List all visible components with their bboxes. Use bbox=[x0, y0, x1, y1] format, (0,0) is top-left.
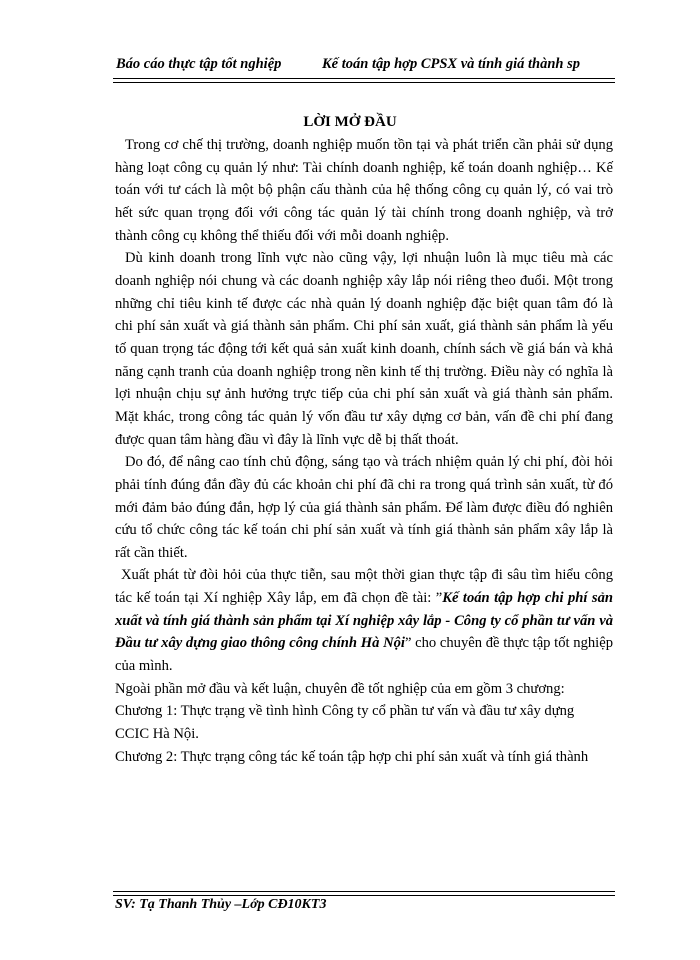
paragraph-cost-management: Do đó, để nâng cao tính chủ động, sáng tạo và trách nhiệm quản lý chi phí, đòi hỏi phải tính đúng đắn đầy đủ các khoản chi phí đã chi ra trong quá trình sản xuất, từ đó mới đảm bảo đúng đắn, hợp lý của giá thành sản phẩm. Để làm được điều đó nghiên cứu tổ chức công tác kế toán chi phí sản xuất và tính giá thành sản phẩm xây lắp là rất cần thiết. bbox=[115, 454, 613, 561]
page-title: LỜI MỞ ĐẦU bbox=[303, 114, 397, 130]
chapter-1-line-2: CCIC Hà Nội. bbox=[115, 726, 199, 743]
paragraph-intro: Trong cơ chế thị trường, doanh nghiệp muốn tồn tại và phát triển cần phải sử dụng hàng loạt công cụ quản lý như: Tài chính doanh nghiệp, kế toán doanh nghiệp… Kế toán với tư cách là một bộ phận cấu thành của hệ thống công cụ quản lý, có vai trò hết sức quan trọng đối với công tác quản lý tài chính trong doanh nghiệp, và trở thành công cụ không thể thiếu đối với mỗi doanh nghiệp. bbox=[115, 137, 613, 244]
topic-trailing-text: ” cho chuyên đề thực tập tốt nghiệp của mình. bbox=[115, 635, 613, 675]
paragraph-structure: Ngoài phần mở đầu và kết luận, chuyên đề tốt nghiệp của em gồm 3 chương: bbox=[115, 680, 565, 697]
document-body bbox=[115, 134, 613, 768]
header-topic: Kế toán tập hợp CPSX và tính giá thành sp bbox=[322, 56, 580, 72]
chapter-2-line: Chương 2: Thực trạng công tác kế toán tập hợp chi phí sản xuất và tính giá thành bbox=[115, 748, 589, 765]
topic-lead-text: Xuất phát từ đòi hỏi của thực tiễn, sau một thời gian thực tập đi sâu tìm hiểu công tác kế toán tại Xí nghiệp Xây lắp, em đã chọn đề tài: ” bbox=[115, 567, 613, 607]
thesis-topic-title: Kế toán tập hợp chi phí sản xuất và tính giá thành sản phẩm tại Xí nghiệp xây lắp - Công ty cổ phần tư vấn và Đầu tư xây dựng giao thông công chính Hà Nội bbox=[115, 590, 613, 652]
paragraph-profit: Dù kinh doanh trong lĩnh vực nào cũng vậy, lợi nhuận luôn là mục tiêu mà các doanh nghiệp nói chung và các doanh nghiệp xây lắp nói riêng theo đuổi. Một trong những chỉ tiêu kinh tế được các nhà quản lý doanh nghiệp đặc biệt quan tâm đó là chi phí sản xuất và giá thành sản phẩm. Chi phí sản xuất, giá thành sản phẩm là yếu tố quan trọng tác động tới kết quả sản xuất kinh doanh, chính sách về giá bán và khả năng cạnh tranh của doanh nghiệp trong nền kinh tế thị trường. Điều này có nghĩa là lợi nhuận chịu sự ảnh hưởng trực tiếp của chi phí sản xuất và giá thành sản phẩm. Mặt khác, trong công tác quản lý vốn đầu tư xây dựng cơ bản, vấn đề chi phí đang được quan tâm hàng đầu vì đây là lĩnh vực dễ bị thất thoát. bbox=[115, 250, 613, 448]
header-report-type: Báo cáo thực tập tốt nghiệp bbox=[116, 56, 282, 72]
header-divider bbox=[113, 78, 615, 83]
page-footer: SV: Tạ Thanh Thủy –Lớp CĐ10KT3 bbox=[115, 897, 327, 912]
footer-divider bbox=[113, 891, 615, 896]
chapter-1-line-1: Chương 1: Thực trạng về tình hình Công ty cổ phần tư vấn và đầu tư xây dựng bbox=[115, 703, 575, 720]
page-header bbox=[116, 56, 616, 73]
paragraph-topic bbox=[115, 564, 613, 677]
